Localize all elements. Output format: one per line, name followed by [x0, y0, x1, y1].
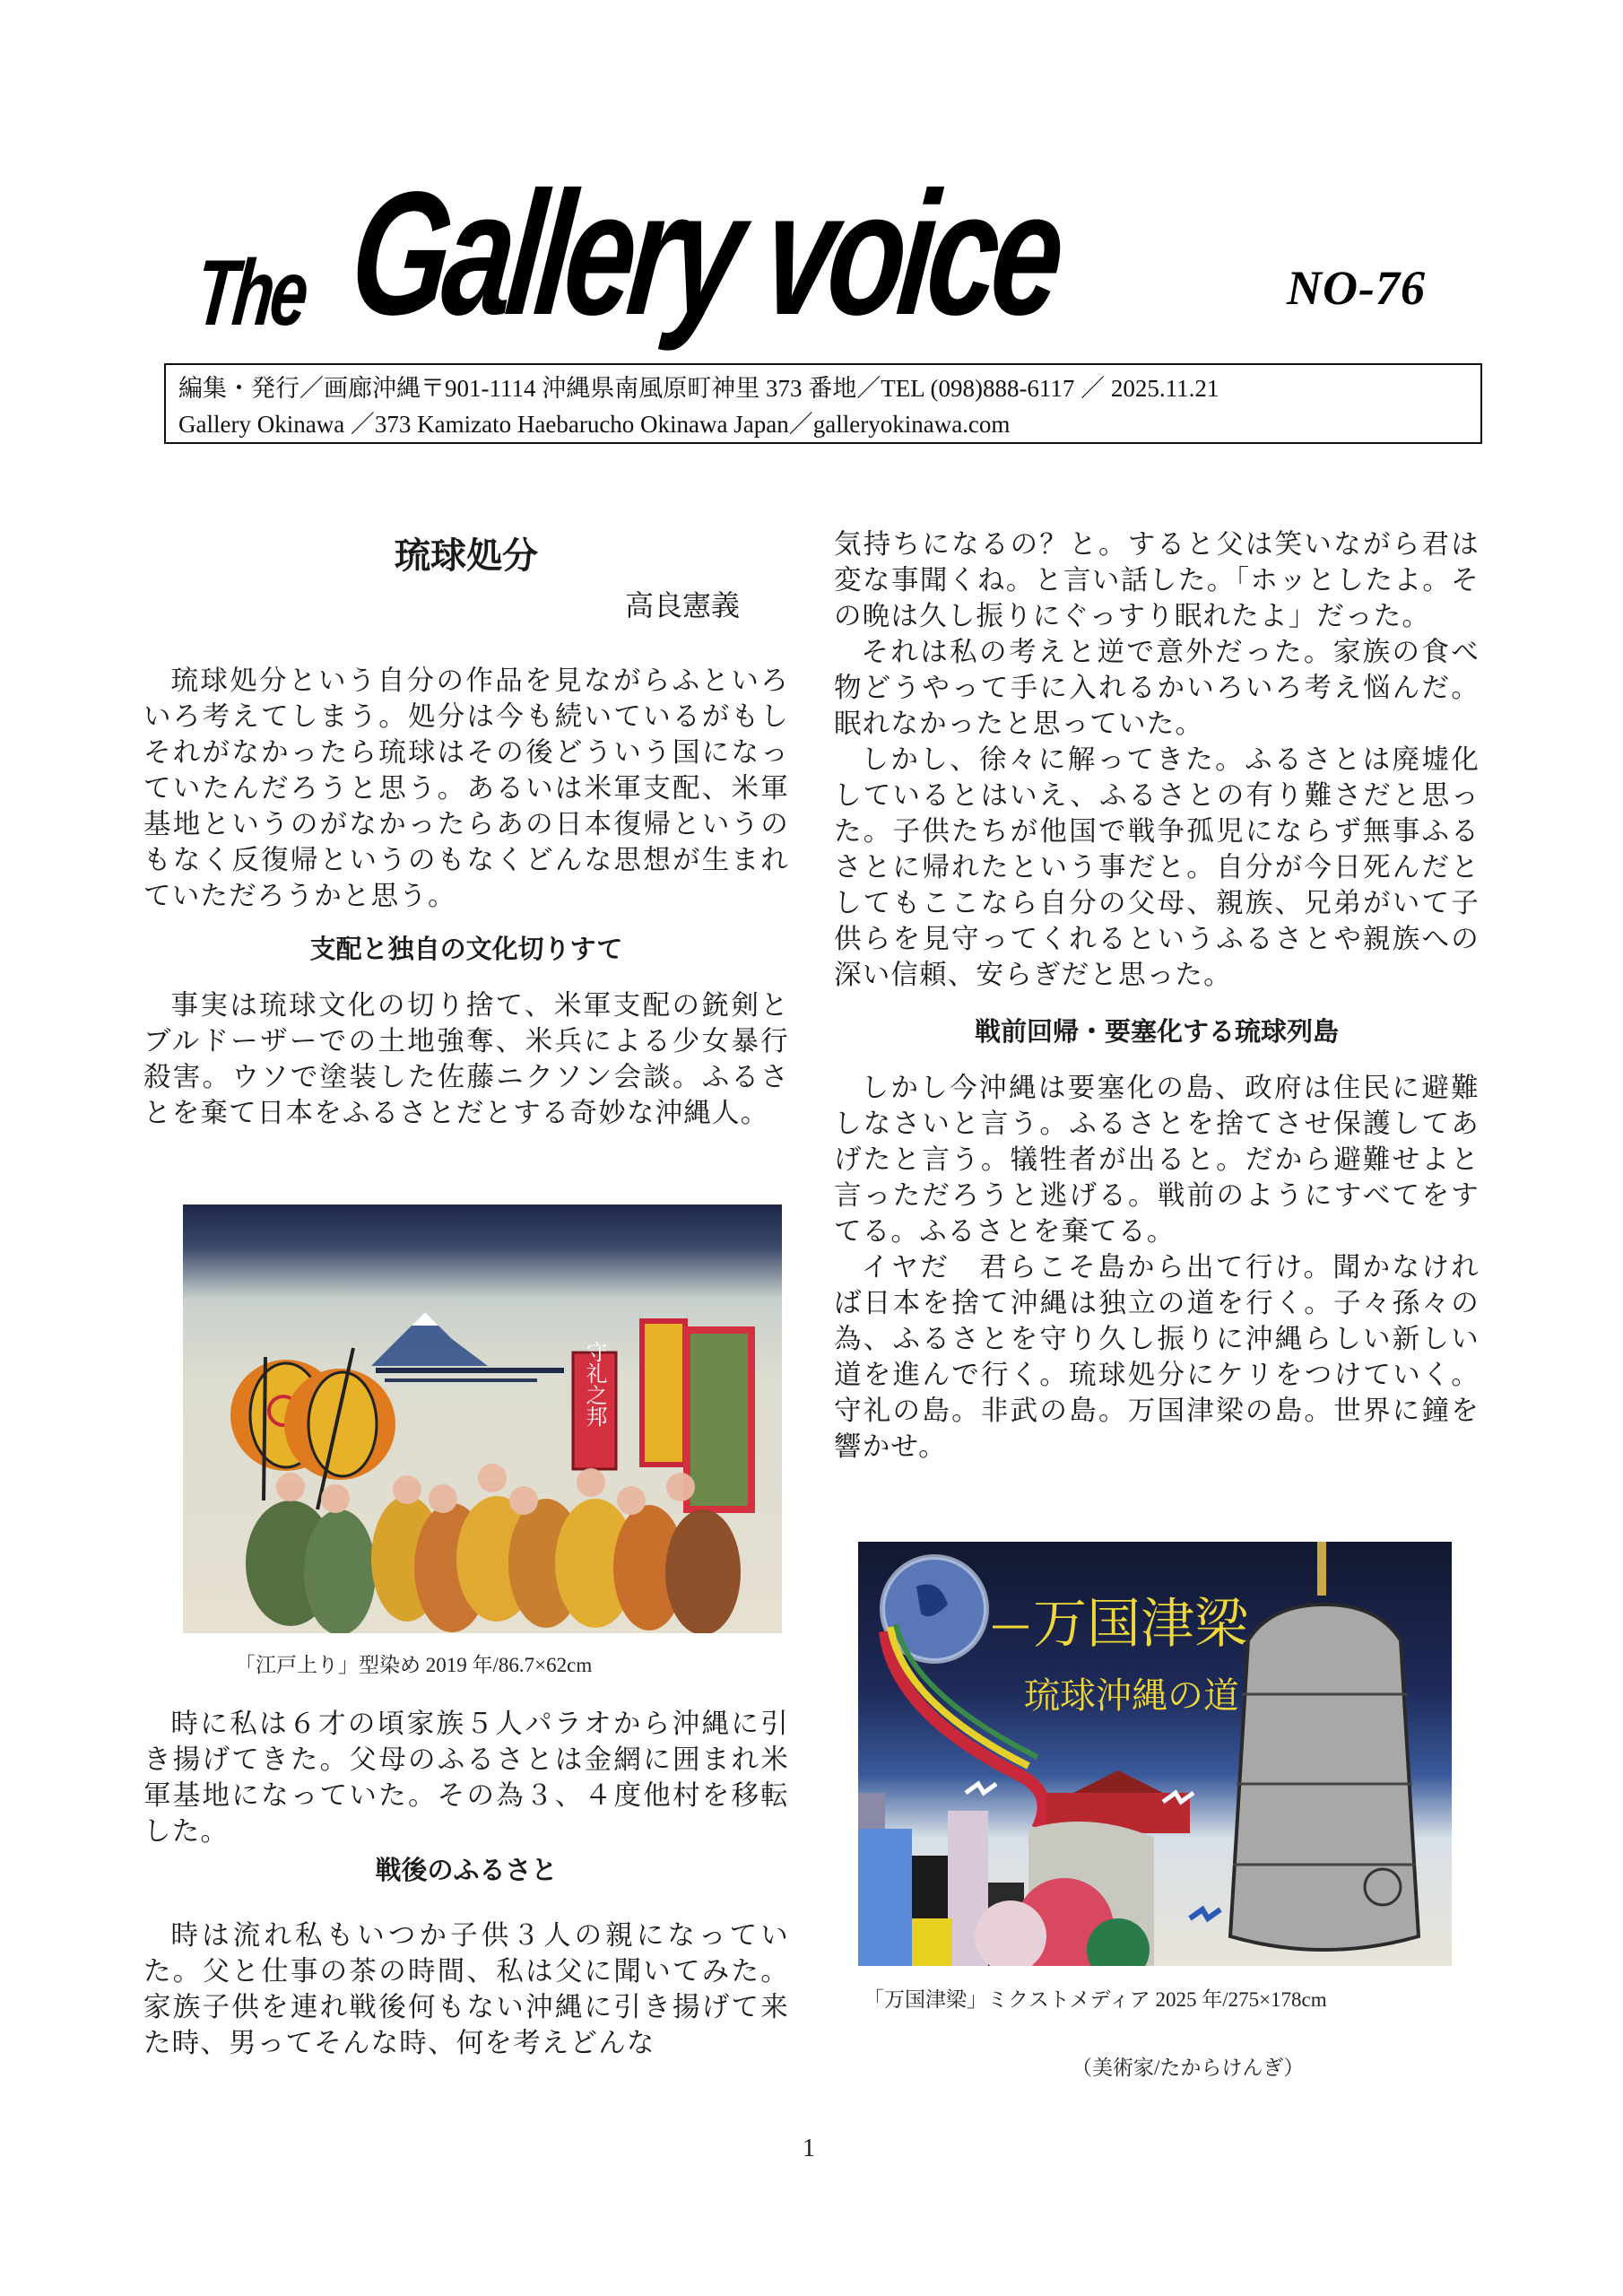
svg-text:守礼之邦: 守礼之邦 — [582, 1341, 607, 1427]
artwork-edo-nobori — [183, 1205, 782, 1633]
masthead-prefix: The — [191, 241, 310, 345]
publisher-info-en: Gallery Okinawa ／373 Kamizato Haebarucho Okinawa Japan／galleryokinawa.com — [178, 411, 1011, 438]
masthead — [191, 155, 1457, 352]
issue-number: NO-76 — [1287, 261, 1426, 315]
paragraph: しかし今沖縄は要塞化の島、政府は住民に避難しなさいと言う。ふるさとを捨てさせ保護してあげたと言う。犠牲者が出ると。だから避難せよと言っただろうと逃げる。戦前のようにすべてをすてる。ふるさとを棄てる。 — [834, 1073, 1480, 1248]
article-title: 琉球処分 — [395, 535, 538, 577]
artwork1-caption: 「江戸上り」型染め 2019 年/86.7×62cm — [235, 1654, 593, 1676]
paragraph: それは私の考えと逆で意外だった。家族の食べ物どうやって手に入れるかいろいろ考え悩んだ。眠れなかったと思っていた。 — [834, 637, 1480, 740]
masthead-title: Gallery voice — [343, 155, 1067, 352]
right-column — [834, 527, 1480, 1465]
paragraph: 琉球処分という自分の作品を見ながらふといろいろ考えてしまう。処分は今も続いているがもしそれがなかったら琉球はその後どういう国になっていたんだろうと思う。あるいは米軍支配、米軍基地というのがなかったらあの日本復帰というのもなく反復帰というのもなくどんな思想が生まれていただろうかと思う。 — [143, 665, 789, 912]
artwork-bankoku-shinryo — [858, 1542, 1452, 1966]
publisher-info-jp: 編集・発行／画廊沖縄〒901-1114 沖縄県南風原町神里 373 番地／TEL (098)888-6117 ／ 2025.11.21 — [178, 375, 1219, 402]
section-heading: 戦後のふるさと — [375, 1855, 558, 1885]
publisher-info-box — [164, 363, 1482, 444]
paragraph: 時に私は６才の頃家族５人パラオから沖縄に引き揚げてきた。父母のふるさとは金網に囲まれ米軍基地になっていた。その為３、４度他村を移転した。 — [143, 1709, 789, 1848]
svg-text:琉球沖縄の道: 琉球沖縄の道 — [1024, 1675, 1239, 1717]
svg-text:万国津梁: 万国津梁 — [1033, 1593, 1248, 1656]
article-author: 高良憲義 — [624, 588, 740, 622]
procession-illustration — [183, 1205, 782, 1633]
section-heading: 戦前回帰・要塞化する琉球列島 — [974, 1016, 1339, 1047]
paragraph: しかし、徐々に解ってきた。ふるさとは廃墟化しているとはいえ、ふるさとの有り難さだと思った。子供たちが他国で戦争孤児にならず無事ふるさとに帰れたという事だと。自分が今日死んだとしてもここなら自分の父母、親族、兄弟がいて子供らを見守ってくれるというふるさとや親族への深い信頼、安らぎだと思った。 — [834, 744, 1480, 991]
author-credit: （美術家/たからけんぎ） — [1072, 2057, 1305, 2079]
paragraph: イヤだ 君らこそ島から出て行け。聞かなければ日本を捨て沖縄は独立の道を行く。子々孫々の為、ふるさとを守り久し振りに沖縄らしい新しい道を進んで行く。琉球処分にケリをつけていく。守礼の島。非武の島。万国津梁の島。世界に鐘を響かせ。 — [834, 1252, 1480, 1463]
left-column — [143, 529, 789, 1132]
paragraph: 時は流れ私もいつか子供３人の親になっていた。父と仕事の茶の時間、私は父に聞いてみた。家族子供を連れ戦後何もない沖縄に引き揚げて来た時、男ってそんな時、何を考えどんな — [143, 1920, 789, 2059]
section-heading: 支配と独自の文化切りすて — [309, 934, 623, 964]
left-column-lower — [143, 1707, 789, 2062]
artwork2-caption: 「万国津梁」ミクストメディア 2025 年/275×178cm — [864, 1988, 1327, 2011]
paragraph: 気持ちになるの？と。すると父は笑いながら君は変な事聞くね。と言い話した。「ホッとしたよ。その晩は久し振りにぐっすり眠れたよ」だった。 — [834, 529, 1480, 632]
page-number: 1 — [803, 2135, 815, 2162]
bell-illustration — [858, 1542, 1452, 1966]
paragraph: 事実は琉球文化の切り捨て、米軍支配の銃剣とブルドーザーでの土地強奪、米兵による少女暴行殺害。ウソで塗装した佐藤ニクソン会談。ふるさとを棄て日本をふるさとだとする奇妙な沖縄人。 — [143, 990, 789, 1129]
